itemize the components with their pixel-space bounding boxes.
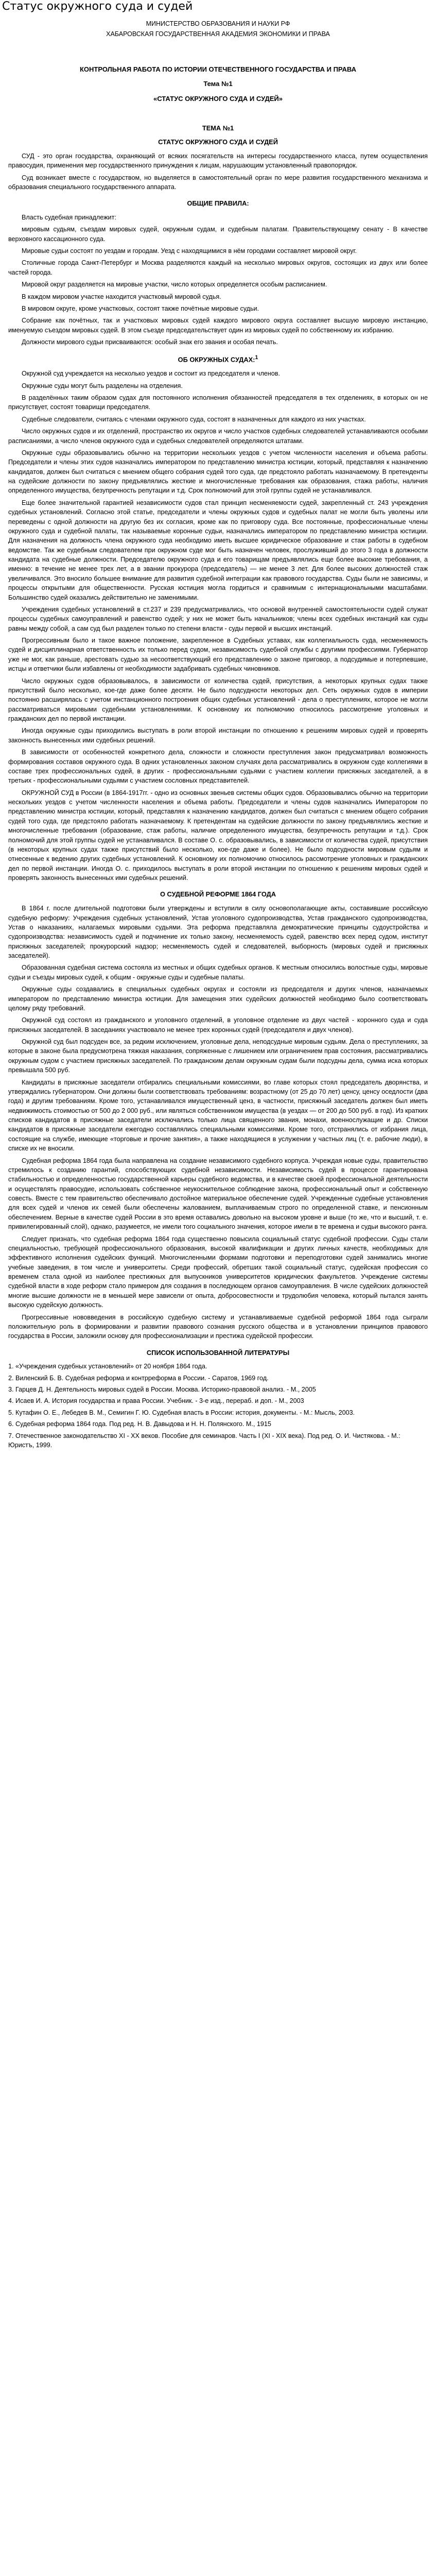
bibliography-item: 2. Виленский Б. В. Судебная реформа и контрреформа в России. - Саратов, 1969 год.: [8, 1374, 269, 1382]
paragraph: Число окружных судов и их отделений, пространство их округов и число участков судебных следователей устанавливаются особыми расписаниями, а число членов окружного суда и судебных следователей определяются штатами.: [8, 428, 428, 445]
ministry-line: МИНИСТЕРСТВО ОБРАЗОВАНИЯ И НАУКИ РФ: [146, 20, 290, 27]
paragraph: Число окружных судов образовывалось, в зависимости от количества судей, присутствия, а некоторых крупных судах также присутствий было несколько, кое-где даже более десяти. Не было подсудности некоторых дел. Сеть окружных судов в империи постоянно расширялась с учетом инстанционного построения общих судебных установлений - дела о преступлениях, которое не могли рассматриваться мировыми судебными установлениями. К основному их полномочию относилось рассмотрение уголовных и гражданских дел по первой инстанции.: [8, 677, 428, 723]
paragraph: Окружной суд был подсуден все, за редким исключением, уголовные дела, неподсудные мировым судьям. Дела о преступлениях, за которые в законе была предусмотрена тяжкая наказания, сопряженные с лишением или ограничением прав состояния, рассматривались окружным судом с участием присяжных заседателей. По гражданским делам окружным судам были подсудны дела, сумма иска которых превышала 500 руб.: [8, 1038, 428, 1074]
general-rules-heading: ОБЩИЕ ПРАВИЛА:: [187, 199, 249, 208]
paragraph: Судебная реформа 1864 года была направлена на создание независимого судебного корпуса. Учреждая новые суды, правительство стремилось к созданию гарантий, способствующих судебной независимости. Независимость судей в процессе гарантирована стабильностью и определенностью государственной карьеры судебного ведомства, и в качестве своей профессиональной деятельности и осуществлять правосудие, использовать собственное неукоснительное соблюдение закона, профессиональный опыт и собственную совесть. Вместе с тем правительство обеспечивало достойное материальное обеспечение судей. Учрежденные судебные установления для всех судей и членов их семей были обеспечены жалованием, выплачиваемым строго по определенной ставке, и пенсионным обеспечением. Верные в качестве судей России в это время оставались довольно на высоком уровне и выше (то же, что и высший, т. е. привилегированный слой), однако, разумеется, не имели того социального значения, которое имели в те времена и судьи высокого ранга.: [8, 1157, 428, 1231]
district-courts-heading: [8, 354, 428, 365]
paragraph: В 1864 г. после длительной подготовки были утверждены и вступили в силу основополагающие акты, составившие российскую судебную реформу: Учреждения судебных установлений, Устав уголовного судопроизводства, Устав гражданского судопроизводства, Устав о наказаниях, налагаемых мировыми судьями. Эта реформа представляла демократические принципы судоустройства и судопроизводства: независимость судей и подчинение их только закону, несменяемость судей, равенство всех перед судом, институт присяжных заседателей; прокурорский надзор; несменяемость судей и следователей, выборность (мировых судей и присяжных заседателей).: [8, 905, 428, 960]
paragraph: В зависимости от особенностей конкретного дела, сложности и сложности преступления закон предусматривал возможность формирования составов окружного суда. В одних установленных законом случаях дела рассматривались в окружном суде коллегиями в составе трех профессиональных судей, в других - профессиональными судьями с участием коллегии присяжных заседателей, а в третьих - профессиональными судьями с участием сословных представителей.: [8, 749, 428, 785]
reform-heading: О СУДЕБНОЙ РЕФОРМЕ 1864 ГОДА: [160, 890, 276, 899]
paragraph: Судебные следователи, считаясь с членами окружного суда, состоят в назначенных для каждого из них участках.: [22, 415, 366, 423]
paragraph: Следует признать, что судебная реформа 1864 года существенно повысила социальный статус судебной профессии. Суды стали специальностью, требующей профессионального образования, высокой квалификации и других личных качеств, необходимых для эффективного исполнения судейских функций. Многочисленными формами подготовки и переподготовки судей занимались многие учебные заведения, в том числе и университеты. Среди профессий, обретших такой социальный статус, судейская профессия со временем стала одной из наиболее престижных для выпускников университетов юридических факультетов. Учреждение системы судебной власти в ходе реформ стало примером для создания в последующем органов самоуправления. В числе судейских должностей многие высшие должности не в меньшей мере зависели от опыта, добросовестности и трудолюбия человека, который пытался занять высокую судейскую должность.: [8, 1235, 428, 1309]
paragraph: Должности мирового судьи присваиваются: особый знак его звания и особая печать.: [22, 338, 278, 346]
district-courts-heading-text: ОБ ОКРУЖНЫХ СУДАХ:: [178, 355, 255, 364]
paragraph: Власть судебная принадлежит:: [22, 213, 116, 221]
paragraph: Мировой округ разделяется на мировые участки, число которых определяется особым расписанием.: [22, 281, 327, 289]
paragraph: Окружные суды могут быть разделены на отделения.: [22, 382, 183, 389]
paragraph: Образованная судебная система состояла из местных и общих судебных органов. К местным относились волостные суды, мировые судьи и съезды мировых судей, к общим - окружные суды и судебные палаты.: [8, 964, 428, 981]
paragraph: СУД - это орган государства, охраняющий от всяких посягательств на интересы государственного класса, путем осуществления правосудия, применения мер государственного принуждения к лицам, нарушающим установленный правопорядок.: [8, 152, 428, 170]
topic-number: Тема №1: [203, 80, 233, 88]
paragraph: Учреждения судебных установлений в ст.237 и 239 предусматривались, что основой внутренней самостоятельности судей служат процессы судебных самоуправлений и равенство судей; у них не может быть начальников; члены всех судебных инстанций как суды равны между собой, а сам суд был разделен только по степени власти - суды первой и высших инстанций.: [8, 605, 428, 632]
paragraph: Окружные суды образовывались обычно на территории нескольких уездов с учетом численности населения и объема работы. Председатели и члены этих судов назначались императором по представлению министра юстиции, который, представляя к назначению кандидатов, должен был считаться с мнением общего собрания судей того суда, где предстояло работать назначаемому. В претенденты на судейские должности по закону предъявлялись жесткие и многочисленные требования как образования, стажа работы, наличия определенного имущества, безупречность репутации и т.д. Срок полномочий для этой группы судей не устанавливался.: [8, 449, 428, 495]
paragraph: Столичные города Санкт-Петербург и Москва разделяются каждый на несколько мировых округов, состоящих из двух или более частей города.: [8, 259, 428, 276]
paragraph: Окружной суд состоял из гражданского и уголовного отделений, в уголовное отделение из двух частей - коронного суда и суда присяжных заседателей. В заседаниях участвовало не менее трех коронных судей (председателя и двух членов).: [8, 1016, 428, 1033]
paragraph: Прогрессивным было и такое важное положение, закрепленное в Судебных уставах, как коллегиальность суда, несменяемость судей и дисциплинарная ответственность их только перед судом, независимость судебной службы с другими профессиями. Губернатор уже не мог, как раньше, арестовать судью за несоответствующий его представлению о законе приговор, а подсудимые и потерпевшие, истцы и ответчики были избавлены от необходимости задабривать судебных чиновников.: [8, 637, 428, 673]
bibliography-item: 3. Гарцев Д. Н. Деятельность мировых судей в России. Москва. Историко-правовой анализ. - М., 2005: [8, 1386, 316, 1394]
paragraph: Мировые судьи состоят по уездам и городам. Уезд с находящимися в нём городами составляет мировой округ.: [22, 247, 357, 255]
paragraph: Собрание как почётных, так и участковых мировых судей каждого мирового округа составляет высшую мировую инстанцию, именуемую съездом мировых судей. В этом съезде председательствует один из мировых судей по собственному их избранию.: [8, 317, 428, 334]
paragraph: мировым судьям, съездам мировых судей, окружным судам, и судебным палатам. Правительствующему сенату - В качестве верховного кассационного суда.: [8, 226, 428, 243]
page-title: Статус окружного суда и судей: [2, 0, 193, 13]
topic-title: «СТАТУС ОКРУЖНОГО СУДА И СУДЕЙ»: [153, 95, 283, 103]
paragraph: Окружные суды создавались в специальных судебных округах и состояли из председателя и других членов, назначаемых императором по представлению министра юстиции. Для замещения этих судейских должностей необходимо было соответствовать целому ряду требований.: [8, 986, 428, 1012]
work-title: КОНТРОЛЬНАЯ РАБОТА ПО ИСТОРИИ ОТЕЧЕСТВЕННОГО ГОСУДАРСТВА И ПРАВА: [80, 65, 356, 73]
bibliography-list: [8, 1362, 428, 1450]
paragraph: ОКРУЖНОЙ СУД в России (в 1864-1917гг. - одно из основных звеньев системы общих судов. Образовывались обычно на территории нескольких уездов с учетом численности населения и объема работы. Председатели и члены судов назначались Императором по представлению министра юстиции, который, представляя к назначению кандидатов, должен был считаться с мнением общего собрания судей того суда, где предстояло работать назначаемому. К претендентам на судейские должности по закону предъявлялись жесткие и многочисленные требования (образование, стаж работы, наличие определенного имущества, безупречность репутации и т.д.). Срок полномочий для этой группы судей не устанавливался. В составе О. с. образовывались, в зависимости от количества судей, присутствия (в некоторых крупных судах также присутствий было несколько, кое-где даже и более). Не было подсудности мировым судьям и отнесенные к ведению других судебных установлений. К основному их полномочию относилось рассмотрение уголовных и гражданских дел по первой инстанции. Иногда О. с. приходилось выступать в роли второй инстанции по отношению к решениям мировых судей и проверять законность вынесенных ими судебных решений.: [8, 789, 428, 882]
paragraph: В разделённых таким образом судах для постоянного исполнения обязанностей председателя в тех отделениях, в которых он не присутствует, состоят товарищи председателя.: [8, 394, 428, 411]
footnote-mark: 1: [255, 354, 258, 361]
document-body: [0, 19, 436, 1457]
paragraph: В каждом мировом участке находится участковый мировой судья.: [22, 293, 221, 300]
paragraph: Прогрессивные нововведения в российскую судебную систему и устанавливаемые судебной реформой 1864 года сыграли положительную роль в формировании и развитии правового сознания русского общества и в установлении принципов правового государства в России, заложили основу для профессионализации и престижа судейской профессии.: [8, 1313, 428, 1340]
paragraph: Кандидаты в присяжные заседатели отбирались специальными комиссиями, во главе которых стоял председатель дворянства, и утверждались губернатором. Они должны были соответствовать требованиям: возрастному (от 25 до 70 лет) ценсу, ценсу оседлости (два года) и другим требованиям. Кроме того, устанавливался имущественный ценз, в частности, присяжный заседатель должен был иметь недвижимость стоимостью от 500 до 2 000 руб., или являться собственником имущества (в уездах — от 200 до 500 руб. в год). Из кратких списков кандидатов в присяжные заседатели исключались только лица священного звания, монахи, военнослужащие и др. Списки кандидатов в присяжные заседатели ежегодно составлялись специальными комиссиями. Кроме того, отстранялись от избрания лица, состоящие на службе, имеющие «торговые и прочие занятия», а также находящиеся в услужении у частных лиц (т. е. рабочие люди), в списке их не вносили.: [8, 1078, 428, 1153]
academy-line: ХАБАРОВСКАЯ ГОСУДАРСТВЕННАЯ АКАДЕМИЯ ЭКОНОМИКИ И ПРАВА: [106, 30, 330, 38]
paragraph: В мировом округе, кроме участковых, состоят также почётные мировые судьи.: [22, 304, 259, 312]
paragraph: Суд возникает вместе с государством, но выделяется в самостоятельный орган по мере развития государственного механизма и образования специального государственного аппарата.: [8, 174, 428, 191]
paragraph: Окружной суд учреждается на несколько уездов и состоит из председателя и членов.: [22, 370, 280, 378]
section1-heading: СТАТУС ОКРУЖНОГО СУДА И СУДЕЙ: [158, 138, 278, 146]
bibliography-heading: СПИСОК ИСПОЛЬЗОВАННОЙ ЛИТЕРАТУРЫ: [146, 1348, 290, 1357]
bibliography-item: 7. Отечественное законодательство XI - XX веков. Пособие для семинаров. Часть I (XI - XIX века). Под ред. О. И. Чистякова. - М.: Юристъ, 1999.: [8, 1432, 400, 1449]
paragraph: Иногда окружные суды приходились выступать в роли второй инстанции по отношению к решениям мировых судей и проверять законность вынесенных ими судебных решений.: [8, 727, 428, 744]
bibliography-item: 4. Исаев И. А. История государства и права России. Учебник. - 3-е изд., перераб. и доп. - М., 2003: [8, 1397, 304, 1405]
bibliography-item: 6. Судебная реформа 1864 года. Под ред. Н. В. Давыдова и Н. Н. Полянского. М., 1915: [8, 1420, 271, 1428]
bibliography-item: 1. «Учреждения судебных установлений» от 20 ноября 1864 года.: [8, 1363, 207, 1370]
bibliography-item: 5. Кутафин О. Е., Лебедев В. М., Семигин Г. Ю. Судебная власть в России: история, документы. - М.: Мысль, 2003.: [8, 1409, 355, 1416]
paragraph: Еще более значительной гарантией независимости судов стал принцип несменяемости судей, закрепленный ст. 243 учреждения судебных установлений. Согласно этой статье, председатели и члены окружных судов и судебных палат не могли быть уволены или переведены с одной должности на другую без их согласия, кроме как по приговору суда. Все постоянные, профессиональные члены окружного суда и судебной палаты, так называемые коронные судьи, назначались императором по представлению министра юстиции. Для назначения на должность члена окружного суда необходимо иметь высшее юридическое образование и стаж работы в судебном ведомстве. Так же судебным следователем при окружном суде мог быть назначен человек, прослуживший до этого 3 года в должности кандидата на судебные должности. Председателю окружного суда и его товарищам предъявлялись еще более высокие требования, а именно: в течение не менее трех лет, а в звании прокурора (председатель) — не менее 3 лет. Для более высоких должностей стаж увеличивался. Это вносило большее внимание для развития судебной интеграции как правового государства. Суды были не зависимы, и процессы открытыми для общественности. Русская юстиция могла гордиться и сравнимым с интернациональными масштабами. Большинство судей оказались действительно не заменимыми.: [8, 499, 428, 601]
section1-topic-number: ТЕМА №1: [202, 124, 234, 132]
